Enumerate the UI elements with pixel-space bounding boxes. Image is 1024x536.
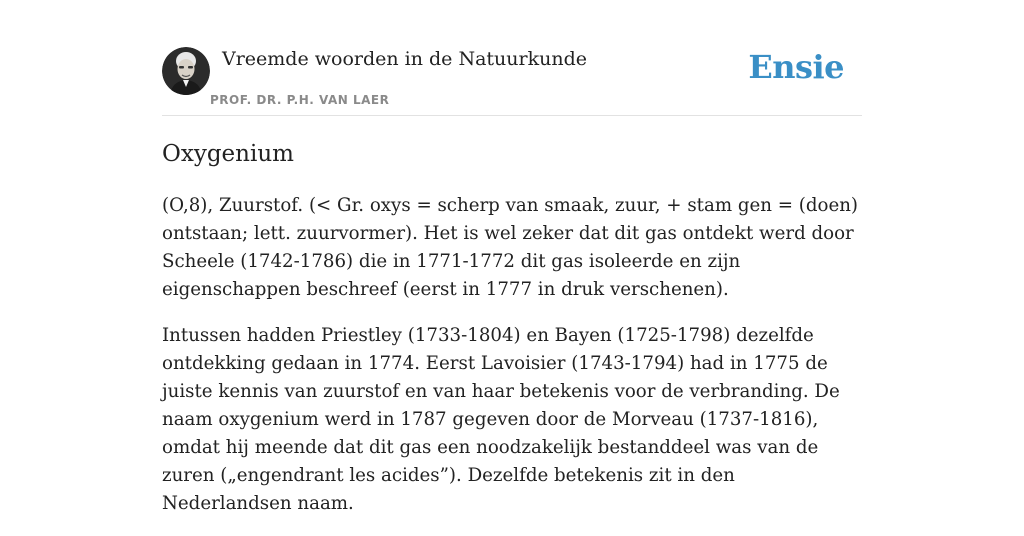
header-divider [162,115,862,116]
entry-paragraph: (O,8), Zuurstof. (< Gr. oxys = scherp van smaak, zuur, + stam gen = (doen) ontstaan; lett. zuurvormer). Het is wel zeker dat dit gas ontdekt werd door Scheele (1742-1786) die in 1771-1772 dit gas isoleerde en zijn eigenschappen beschreef (eerst in 1777 in druk verschenen). [162,195,859,300]
author-avatar[interactable] [162,47,210,95]
header [162,44,862,116]
book-title[interactable]: Vreemde woorden in de Natuurkunde [222,48,587,70]
entry-paragraph: Intussen hadden Priestley (1733-1804) en Bayen (1725-1798) dezelfde ontdekking gedaan in 1774. Eerst Lavoisier (1743-1794) had in 1775 de juiste kennis van zuurstof en van haar betekenis voor de verbranding. De naam oxygenium werd in 1787 gegeven door de Morveau (1737-1816), omdat hij meende dat dit gas een noodzakelijk bestanddeel was van de zuren („engendrant les acides”). Dezelfde betekenis zit in den Nederlandsen naam. [162,325,840,514]
brand-logo[interactable]: Ensie [748,48,844,86]
entry-content [162,192,862,536]
author-name[interactable]: PROF. DR. P.H. VAN LAER [210,93,390,107]
entry-title: Oxygenium [162,141,294,167]
